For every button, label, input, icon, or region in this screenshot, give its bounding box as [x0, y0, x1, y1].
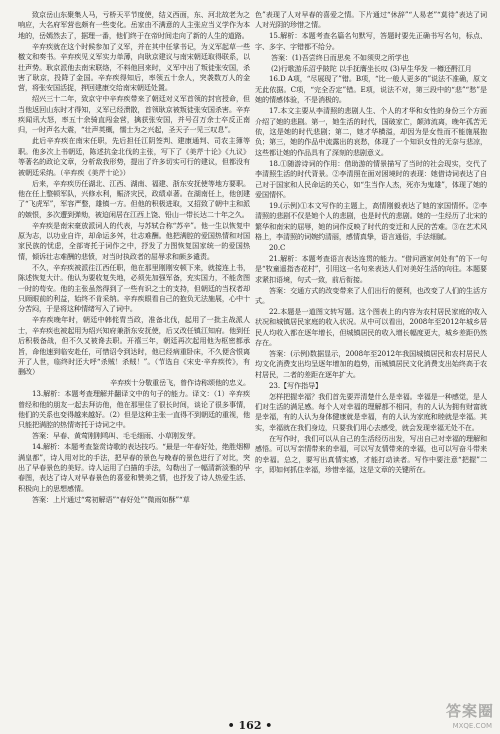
right-column [255, 10, 487, 476]
right-column-paragraph: 答案：(示例)数据显示，2008年至2012年我国城镇居民和农村居民人均文化消费支出均呈逐年增加的趋势，而城镇居民文化消费支出始终高于农村居民，二者的差距在逐年扩大。 [255, 349, 487, 379]
right-column-paragraph: 15.解析：本题考查名篇名句默写，答题时要先正确书写名句，标点、字、多字、字错都不给分。 [255, 31, 487, 51]
left-column-paragraph: 辛弃疾十分敬重岳飞，曾作诗称颂他的忠义。 [110, 378, 250, 388]
right-column-paragraph: 答案：(1)吾尝终日而思矣 不如须臾之所学也 [271, 52, 409, 62]
left-column-paragraph: 13.解析：本题考查理解并翻译文中的句子的能力。译文：（1）辛弃疾曾经和他的朋友一起去拜访他，他在那里住了很长时间，谈论了很多事情，他们的关系也变得越来越好。（2）但是这种主张一直得不到朝廷的重视，他只能把满腔的热情寄托于诗词之中。 [18, 389, 250, 430]
left-column-paragraph: 后来，辛弃疾历任湖北、江西、湖南、福建、浙东安抚使等地方要职。他在任上整顿军队，兴修水利，赈济灾民，政绩卓著。在湖南任上，他创建了“飞虎军”，军容严整，雄镇一方。但他的积极进取，又招致了朝中主和派的嫉恨，多次遭到弹劾，被迫闲居在江西上饶、铅山一带长达二十年之久。 [18, 178, 250, 219]
watermark-url: MXQE.COM [452, 722, 492, 730]
right-column-paragraph: 答案：交通方式的改变带来了人们出行的便利，也改变了人们的生活方式。 [255, 285, 487, 305]
right-column-paragraph: 色”表现了人对早春的喜爱之情。下片通过“休辞”“人易老”“莫待”表达了词人对光阴的珍惜之情。 [255, 10, 487, 30]
watermark-logo: 答案圈 [445, 702, 494, 720]
left-column [18, 10, 250, 506]
right-column-paragraph: 19.(示例)①本文写作的主题上，高情刚毅表达了她的家国情怀。②李清照的悲剧不仅是她个人的悲剧，也是时代的悲剧。她的一生经历了北宋的繁华和南宋的屈辱，她的词作反映了时代的变迁和人民的苦难。③在艺术风格上，李清照的词婉约清丽，感情真挚，语言通俗，手法细腻。 [255, 200, 487, 242]
left-column-paragraph: 致京岳山东聚集人马，亏桥天平节度使，结义西面，东、河北故老为之响应，大名府军营也颇有一些变化。岳家由不满意的人主张应当义学作为本地的，岳嫣然去了，据理一番，他们终于在帝时间走向了新的人生的道路。 [18, 10, 250, 40]
right-column-paragraph: 22.本题是一道图文转写题。这个图表上的内容为农村居民家庭的收入状况和城镇居民家庭的收入状况。从中可以看出，2008年至2012年城乡居民人均收入都在逐年增长，但城镇居民的收入增长幅度更大，城乡差距仍然存在。 [255, 306, 487, 348]
left-column-paragraph: 不久，辛弃疾被派往江西任职，他在那里刚刚安顿下来，就接连上书，陈述恢复大计。他认为要收复失地，必须先加强军备，充实国力，不能贪图一时的苟安。他的主张虽然得到了一些有识之士的支持，但朝廷的当权者却只顾眼前的利益，始终不肯采纳。辛弃疾眼看自己的抱负无法施展，心中十分苦闷，于是将这种情绪写入了词中。 [18, 262, 250, 314]
left-column-paragraph: 绍兴三十二年，致京守中辛弃疾带来了朝廷对义军首领的封官授命，但当他返回山东时才得知，义军已经溃散，首领耿京被叛徒张安国杀害。辛弃疾闻讯大怒，率五十余骑直闯金营，擒获张安国，并号召万余士卒反正南归，一时声名大震，“壮声英概，懦士为之兴起，圣天子一见三叹息”。 [18, 94, 250, 135]
right-column-paragraph: 18.①随游诗词的作用：借助游的情景描写了当时的社会现实，交代了李清照生活的时代背景。②李清照在面对困境时的表现：她借诗词表达了自己对于国家和人民命运的关心，如“生当作人杰，死亦为鬼雄”，体现了她的爱国情怀。 [255, 158, 487, 199]
watermark [420, 700, 494, 730]
page-number: • 162 • [227, 719, 273, 732]
left-column-paragraph: 辛弃疾就在这个时候参加了义军，并在其中任掌书记，为义军起草一些檄文和奏书。辛弃疾见义军实力单薄，向耿京建议与南宋朝廷取得联系，以壮声势。耿京派他去南宋联络，不料他回来时，义军中出了叛徒张安国，杀害了耿京，投降了金国。辛弃疾得知后，率领五十余人，突袭数万人的金营，将张安国活捉，押回建康交给南宋朝廷处置。 [18, 41, 250, 93]
right-column-paragraph: 在写作时，我们可以从自己的生活经历出发，写出自己对幸福的理解和感悟。可以写亲情带来的幸福，可以写友情带来的幸福，也可以写奋斗带来的幸福。总之，要写出真情实感，才能打动读者。写作中要注意“把握”二字，即如何抓住幸福，珍惜幸福，这是文章的关键所在。 [255, 433, 487, 474]
left-column-paragraph: 答案：上片通过“莺初解语”“春好处”“微雨如酥”“草 [32, 494, 190, 504]
left-column-paragraph: 此后辛弃疾在南宋任职，先后担任江阴签判、建康通判、司农主簿等职。他多次上书朝廷，陈述抗金北伐的主张，写下了《美芹十论》《九议》等著名的政论文章，分析敌我形势，提出了许多切实可行的建议，但都没有被朝廷采纳。（辛弃疾《美芹十论》） [18, 136, 250, 177]
right-column-paragraph: (2)行歌游乐沼乎陂陀 以手抚膺坐长叹 (3)早生华发 一樽还酹江月 [271, 63, 472, 73]
right-column-paragraph: 21.解析：本题考查语言表达连贯的能力。“借问酒家何处有”的下一句是“牧童遥指杏花村”，引用这一名句来表达人们对美好生活的向往。本题要求紧扣语境，句式一致，前后衔接。 [255, 253, 487, 284]
left-column-paragraph: 辛弃疾是南宋豪放派词人的代表，与苏轼合称“苏辛”。他一生以恢复中原为志，以功业自许，却命运多舛，壮志难酬。他把满腔的爱国热情和对国家民族的忧虑，全部寄托于词作之中，抒发了力图恢复国家统一的爱国热情，倾诉壮志难酬的悲愤，对当时执政者的屈辱求和颇多谴责。 [18, 220, 250, 261]
left-column-paragraph: 答案：早春、黄莺刚刚鸣叫、毛毛细雨、小草刚发芽。 [32, 431, 200, 441]
right-column-paragraph: 16.D A项，“尽展现了”错。B项，“比一般人更多的”说法不准确，原文无此依据。C项，“完全否定”错。E项，说法不对，第三段中的“悲”“愁”是她的情感体验，不是消极的。 [255, 74, 487, 105]
left-column-paragraph: 14.解析：本题考查鉴赏诗歌的表达技巧。“最是一年春好处，绝胜烟柳满皇都”，诗人用对比的手法，把早春的景色与晚春的景色进行了对比，突出了早春景色的美好。诗人运用了白描的手法，勾勒出了一幅清新淡雅的早春图，表达了诗人对早春景色的喜爱和赞美之情，也抒发了诗人热爱生活、积极向上的思想感情。 [18, 442, 250, 493]
right-column-paragraph: 20.C [269, 242, 286, 252]
right-column-paragraph: 23.【写作指导】 [269, 380, 322, 390]
right-column-paragraph: 17.本文主要从李清照的悲剧人生、个人的才华和女性的身份三个方面介绍了她的悲剧。第一，她生活的时代，国破家亡，颠沛流离，晚年孤苦无依，这是她的时代悲剧；第二，她才华横溢，却因为是女性而不能施展抱负；第三，她的作品中流露出的哀愁，体现了一个知识女性的无奈与悲凉，这些都让她的作品具有了深刻的悲剧意义。 [255, 106, 487, 157]
left-column-paragraph: 辛弃疾晚年时，朝廷中韩侂胄当政，准备北伐，起用了一批主战派人士，辛弃疾也被起用为绍兴知府兼浙东安抚使，后又改任镇江知府。他到任后积极备战，但不久又被谗去职。开禧三年，朝廷再次起用他为枢密都承旨，命他速到临安赴任，可惜诏令到达时，他已经病重卧床，不久便含恨离开了人世，临终时还大呼“杀贼！杀贼！”。（节选自《宋史·辛弃疾传》，有删改） [18, 315, 250, 377]
right-column-paragraph: 怎样把握幸福？我们首先要弄清楚什么是幸福。幸福是一种感觉，是人们对生活的满足感。每个人对幸福的理解都不相同，有的人认为拥有财富就是幸福，有的人认为身体健康就是幸福，有的人认为家庭和睦就是幸福。其实，幸福就在我们身边，只要我们用心去感受，就会发现幸福无处不在。 [255, 391, 487, 432]
